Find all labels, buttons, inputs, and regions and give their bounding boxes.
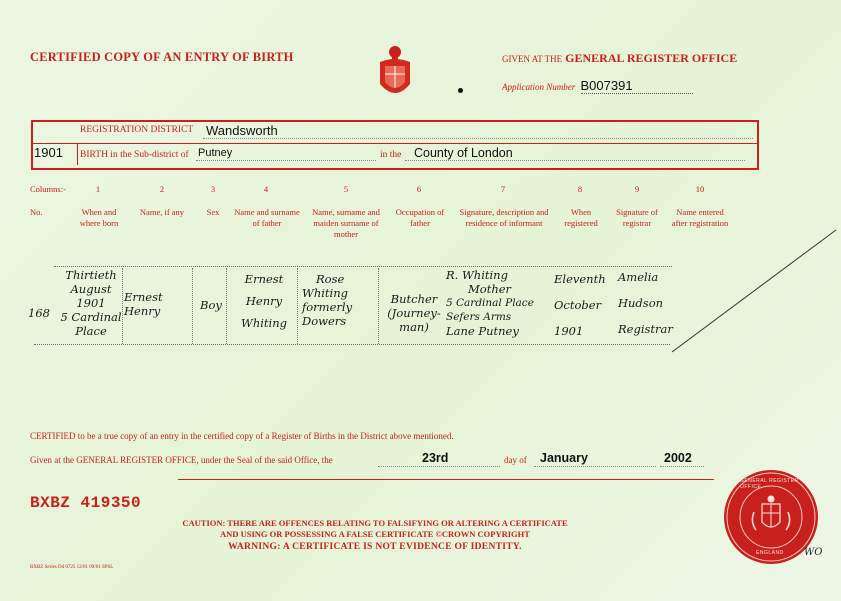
column-heading: Name entered after registration [671, 207, 729, 228]
column-number: 9 [634, 184, 640, 194]
entry-number: 168 [28, 306, 50, 320]
column-number: 8 [577, 184, 583, 194]
when-registered: Eleventh October 1901 [554, 272, 606, 338]
diagonal-strike-line [668, 226, 840, 356]
column-number: 4 [263, 184, 269, 194]
sub-district-value: Putney [198, 147, 233, 159]
sub-district-label: BIRTH in the Sub-district of [80, 150, 189, 160]
column-number: 10 [695, 184, 705, 194]
day-of-label: day of [504, 455, 527, 465]
column-number: 3 [210, 184, 216, 194]
registration-year: 1901 [34, 145, 63, 160]
columns-label: Columns:- [30, 184, 66, 194]
dot-mark [458, 88, 463, 93]
column-number: 5 [343, 184, 349, 194]
column-number: 7 [500, 184, 506, 194]
column-number: 1 [95, 184, 101, 194]
column-heading: Occupation of father [395, 207, 445, 228]
given-at-prefix: GIVEN AT THE [502, 54, 563, 64]
serial-number: BXBZ 419350 [30, 494, 142, 512]
father-name: Ernest Henry Whiting [241, 272, 287, 330]
mother-name: Rose Whiting formerly Dowers [302, 272, 353, 328]
given-at-office: GENERAL REGISTER OFFICE [565, 51, 738, 65]
column-number: 2 [159, 184, 165, 194]
seal-lettering [728, 474, 814, 560]
application-number-row [502, 78, 693, 93]
clerk-initials: WO [804, 547, 823, 558]
given-statement: Given at the GENERAL REGISTER OFFICE, under the Seal of the said Office, the [30, 455, 333, 465]
column-heading: Sex [206, 207, 220, 217]
certificate-title: CERTIFIED COPY OF AN ENTRY OF BIRTH [30, 50, 294, 64]
caution-notice: CAUTION: THERE ARE OFFENCES RELATING TO FALSIFYING OR ALTERING A CERTIFICATE AND USING OR POSSESSING A FALSE CERTIFICATE ©CROWN COPYRIGHT [182, 518, 568, 539]
in-the-label: in the [380, 150, 402, 160]
when-where-born: Thirtieth August 1901 5 Cardinal Place [60, 268, 122, 338]
father-occupation: Butcher (Journey- man) [387, 292, 441, 334]
county-value: County of London [414, 146, 513, 160]
district-label: REGISTRATION DISTRICT [80, 125, 194, 135]
informant: R. Whiting Mother 5 Cardinal Place Sefers Arms Lane Putney [446, 268, 534, 338]
column-heading: Name, surname and maiden surname of mother [312, 207, 380, 239]
given-month: January [540, 451, 588, 465]
identity-warning: WARNING: A CERTIFICATE IS NOT EVIDENCE OF IDENTITY. [228, 542, 522, 552]
column-heading: When registered [564, 207, 598, 228]
given-year: 2002 [664, 451, 692, 465]
column-heading: Signature of registrar [616, 207, 658, 228]
royal-crest-icon [376, 44, 414, 104]
child-sex: Boy [200, 298, 222, 312]
given-day: 23rd [422, 451, 449, 465]
column-heading: Name, if any [139, 207, 185, 217]
child-name: Ernest Henry [124, 290, 163, 318]
form-code-footer: BXBZ Series Dd 0725 12/01 09/01 SPSL [30, 565, 114, 570]
application-label: Application Number [502, 82, 576, 92]
given-at-header [502, 51, 737, 66]
column-heading: Name and surname of father [234, 207, 300, 228]
seal-bottom-text: ENGLAND [756, 550, 784, 556]
column-heading: Signature, description and residence of informant [459, 207, 549, 228]
column-number: 6 [416, 184, 422, 194]
seal-top-text: GENERAL REGISTER OFFICE [740, 478, 799, 490]
column-heading: When and where born [79, 207, 119, 228]
application-number: B007391 [581, 78, 693, 94]
district-value: Wandsworth [206, 123, 278, 138]
registrar-signature: Amelia Hudson Registrar [618, 270, 673, 336]
no-label: No. [30, 207, 43, 217]
certification-statement: CERTIFIED to be a true copy of an entry in the certified copy of a Register of Births in the District above mentioned. [30, 431, 454, 441]
